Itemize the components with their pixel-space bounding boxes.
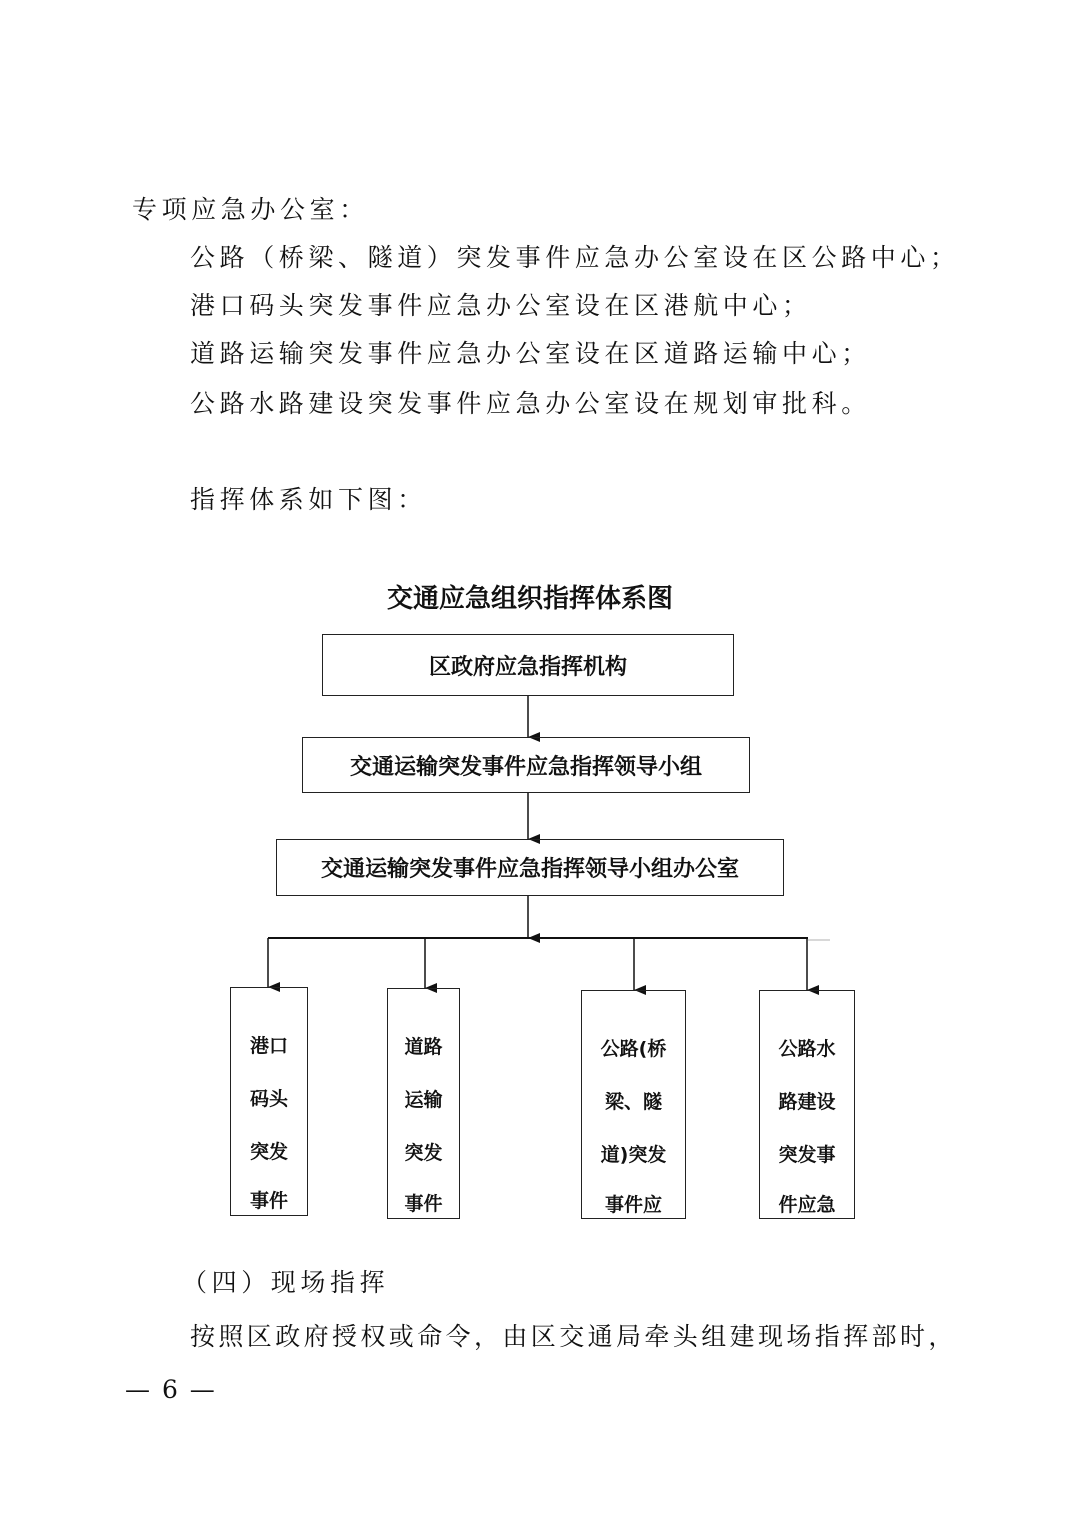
section-paragraph: 按照区政府授权或命令，由区交通局牵头组建现场指挥部时， [190,1322,957,1351]
node-label: 道路 [404,1036,443,1058]
section-heading: （四）现场指挥 [182,1268,390,1297]
node-district-government [322,634,734,696]
node-label: 道)突发 [600,1144,667,1166]
node-port-terminal [230,987,308,1216]
node-label: 事件 [404,1193,443,1215]
node-label: 运输 [404,1089,443,1111]
node-label: 区政府应急指挥机构 [428,654,627,680]
node-label: 公路(桥 [600,1038,667,1060]
node-leading-group-office [276,839,784,896]
node-label: 码头 [249,1088,288,1110]
diagram-title: 交通应急组织指挥体系图 [386,584,673,614]
node-label: 梁、隧 [604,1091,662,1113]
node-label: 港口 [249,1035,288,1057]
node-label: 事件 [249,1190,288,1212]
intro-heading: 专项应急办公室： [132,195,369,224]
intro-item: 道路运输突发事件应急办公室设在区道路运输中心； [190,339,871,368]
node-label: 交通运输突发事件应急指挥领导小组 [349,754,702,780]
node-leading-group [302,737,750,793]
node-label: 交通运输突发事件应急指挥领导小组办公室 [320,857,739,882]
node-label: 突发 [404,1142,443,1164]
diagram-intro: 指挥体系如下图： [190,485,427,514]
node-label: 路建设 [778,1091,836,1113]
intro-item: 公路（桥梁、隧道）突发事件应急办公室设在区公路中心； [190,243,960,272]
intro-item: 港口码头突发事件应急办公室设在区港航中心； [190,291,812,320]
page-number: — 6 — [125,1375,217,1404]
node-label: 事件应 [604,1194,662,1216]
node-road-transport [387,988,460,1219]
node-label: 突发事 [778,1144,836,1166]
intro-item: 公路水路建设突发事件应急办公室设在规划审批科。 [190,389,871,418]
node-label: 公路水 [778,1038,836,1060]
node-label: 突发 [249,1141,288,1163]
node-label: 件应急 [778,1194,836,1216]
node-highway-bridge-tunnel [581,990,686,1219]
node-highway-waterway-construction [759,990,855,1219]
